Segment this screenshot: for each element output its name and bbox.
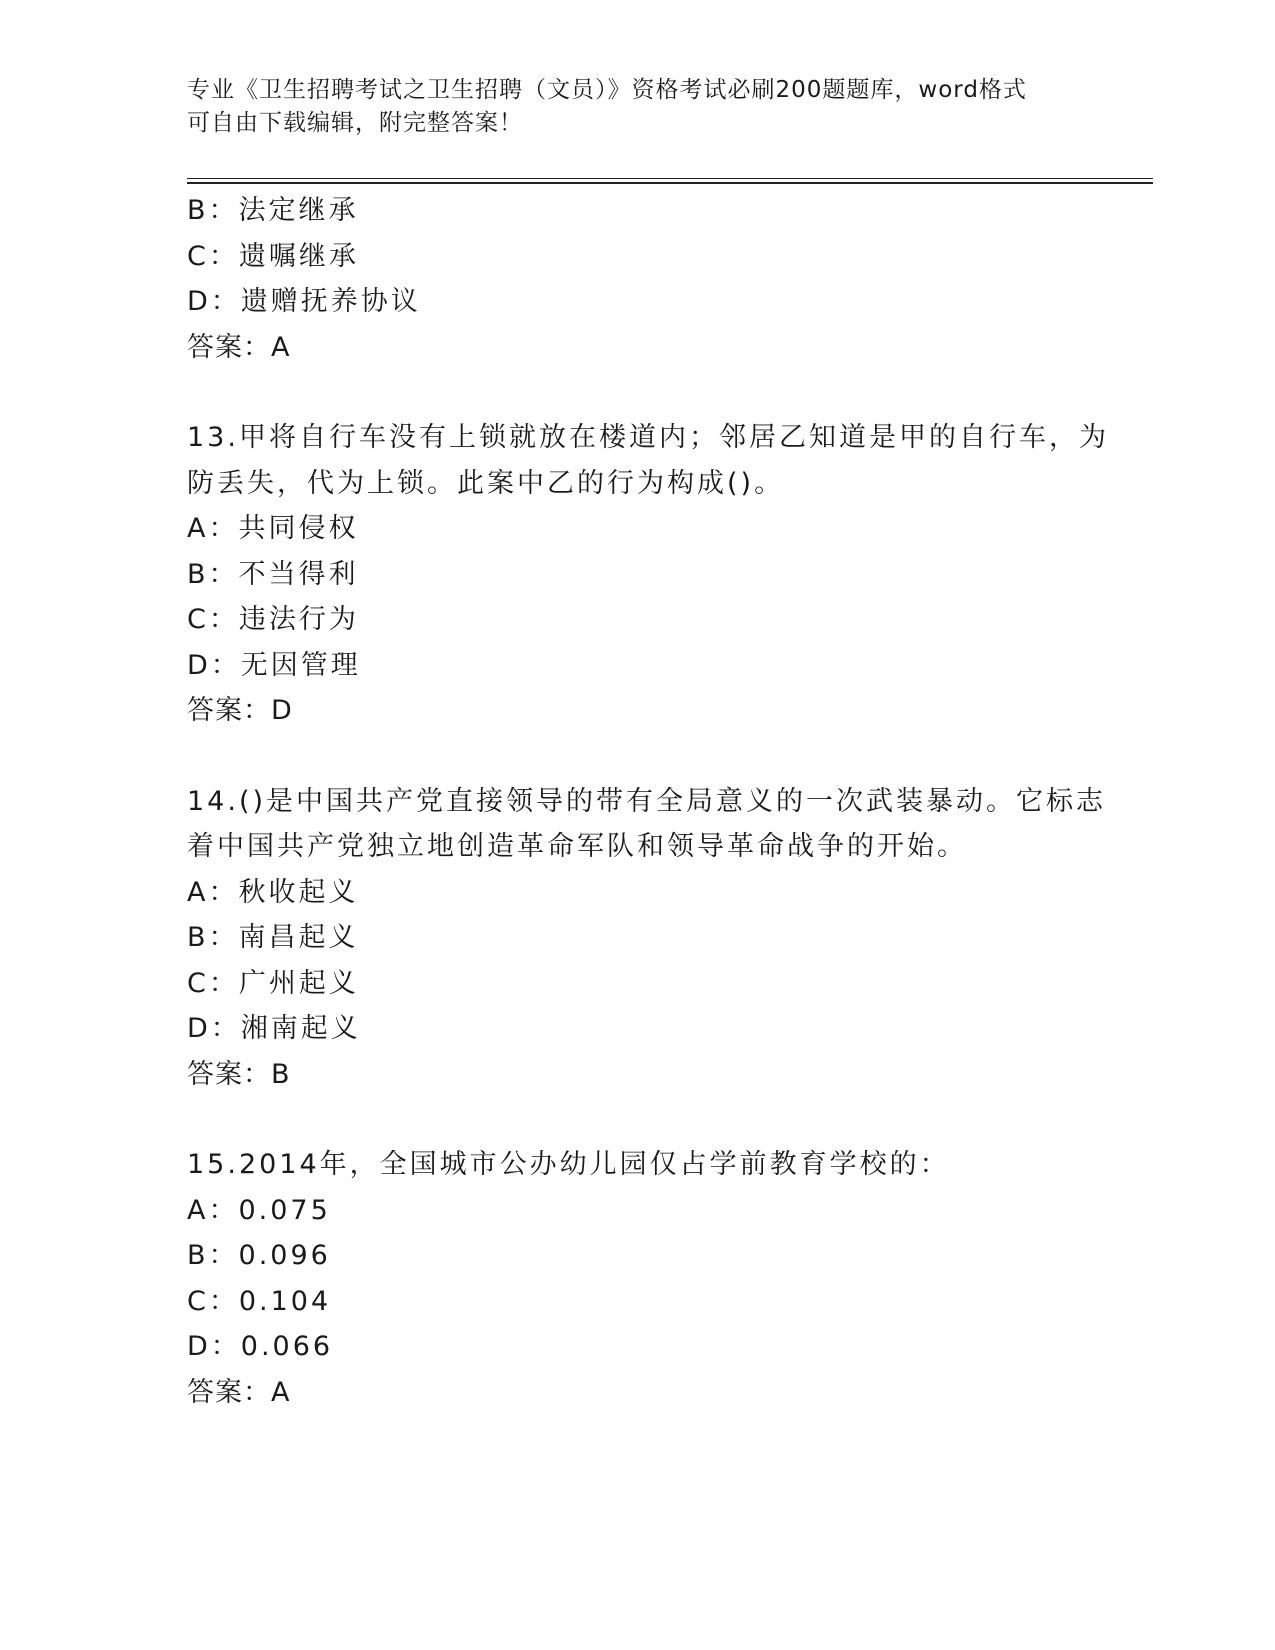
option-d: D：0.066 <box>187 1331 334 1362</box>
option-b: B：南昌起义 <box>187 922 359 953</box>
option-b: B：法定继承 <box>187 195 359 226</box>
spacer <box>187 734 1087 779</box>
header-line-1: 专业《卫生招聘考试之卫生招聘（文员）》资格考试必刷200题题库，word格式 <box>187 77 1027 103</box>
header-divider-thin <box>187 178 1153 179</box>
option-d: D：遗赠抚养协议 <box>187 286 421 317</box>
question-stem-line: 14.()是中国共产党直接领导的带有全局意义的一次武装暴动。它标志 <box>187 785 1107 817</box>
question-block-13 <box>187 415 1109 734</box>
header-divider-thick <box>187 182 1153 184</box>
option-b: B：不当得利 <box>187 558 359 590</box>
document-header <box>187 74 1087 140</box>
option-c: C：遗嘱继承 <box>187 240 359 272</box>
option-c: C：广州起义 <box>187 967 359 999</box>
option-d: D：无因管理 <box>187 649 361 681</box>
option-c: C：0.104 <box>187 1285 332 1317</box>
question-block-15 <box>187 1142 1087 1415</box>
option-b: B：0.096 <box>187 1240 331 1271</box>
spacer <box>187 370 1087 415</box>
question-block-12-continued <box>187 188 1087 370</box>
spacer <box>187 1097 1087 1142</box>
answer-line: 答案：A <box>187 331 291 363</box>
question-stem-line: 15.2014年，全国城市公办幼儿园仅占学前教育学校的： <box>187 1149 950 1180</box>
header-line-2: 可自由下载编辑，附完整答案！ <box>187 110 523 136</box>
question-stem-line: 防丢失，代为上锁。此案中乙的行为构成()。 <box>187 467 785 499</box>
option-a: A：秋收起义 <box>187 876 359 908</box>
option-d: D：湘南起义 <box>187 1013 361 1044</box>
option-c: C：违法行为 <box>187 604 359 635</box>
option-a: A：0.075 <box>187 1194 331 1226</box>
question-block-14 <box>187 779 1107 1098</box>
option-a: A：共同侵权 <box>187 513 359 544</box>
question-stem-line: 13.甲将自行车没有上锁就放在楼道内；邻居乙知道是甲的自行车，为 <box>187 422 1109 453</box>
answer-line: 答案：D <box>187 695 293 726</box>
question-stem-line: 着中国共产党独立地创造革命军队和领导革命战争的开始。 <box>187 831 967 862</box>
answer-line: 答案：B <box>187 1058 291 1090</box>
document-body <box>187 188 1109 1415</box>
answer-line: 答案：A <box>187 1376 291 1408</box>
